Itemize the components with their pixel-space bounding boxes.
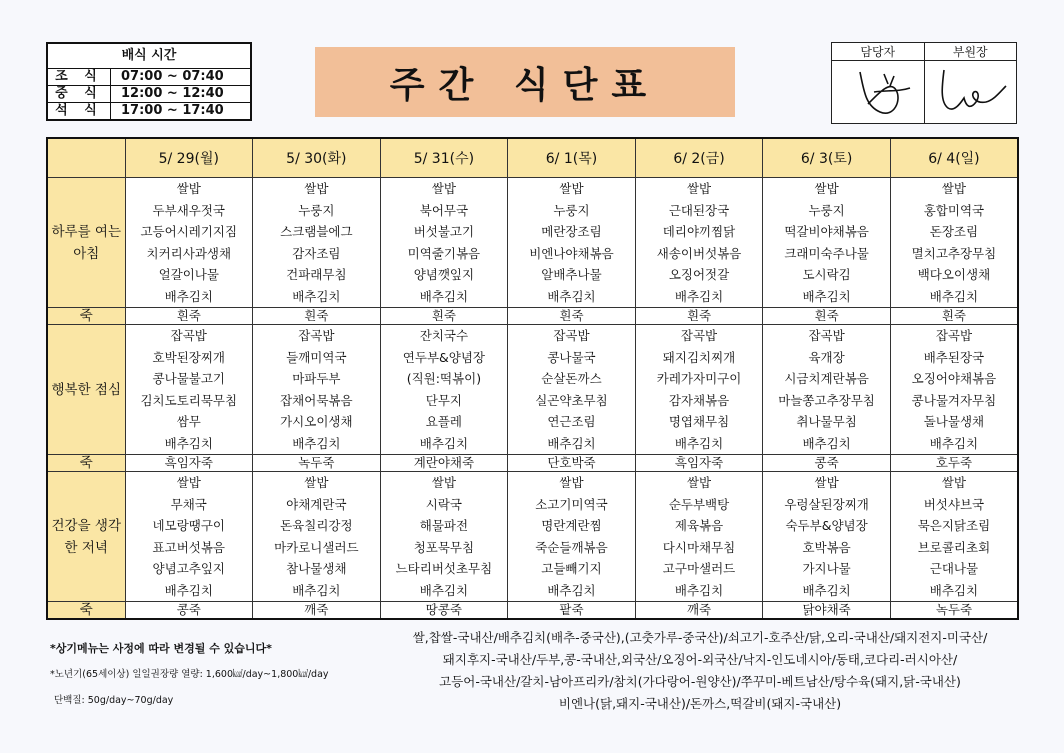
porridge-cell: 흰죽 — [125, 308, 253, 325]
origin-line: 돼지후지-국내산/두부,콩-국내산,외국산/오징어-외국산/낙지-인도네시아/동태,코다리-러시아산/ — [442, 652, 958, 667]
day-header: 6/ 4(일) — [890, 138, 1018, 178]
menu-item: 비엔나야채볶음 — [529, 245, 614, 261]
menu-item: 배추김치 — [419, 288, 469, 304]
menu-item: 배추김치 — [547, 582, 596, 598]
lunch-label: 중 식 — [47, 86, 111, 103]
menu-item: 호박볶음 — [802, 539, 851, 555]
menu-item: 쌀밥 — [176, 475, 201, 490]
menu-cell — [763, 178, 891, 308]
menu-cell — [763, 472, 891, 602]
menu-item: 우렁살된장찌개 — [784, 496, 869, 512]
menu-item: 잡곡밥 — [170, 328, 207, 343]
menu-cell — [125, 325, 253, 455]
menu-item: 무채국 — [170, 496, 207, 512]
menu-item: 쌈무 — [176, 414, 201, 429]
menu-item: 고들빼기지 — [541, 561, 602, 576]
menu-item: 누룽지 — [553, 202, 590, 218]
menu-item: 쌀밥 — [686, 475, 712, 490]
menu-cell — [890, 178, 1018, 308]
menu-item: 쌀밥 — [686, 181, 712, 196]
menu-item: 쌀밥 — [559, 181, 584, 196]
menu-item: 연근조림 — [547, 414, 596, 429]
breakfast-time: 07:00 ~ 07:40 — [111, 69, 252, 86]
menu-cell — [635, 325, 763, 455]
day-header: 5/ 29(월) — [125, 138, 253, 178]
menu-cell — [890, 325, 1018, 455]
menu-item: 떡갈비야채볶음 — [784, 224, 869, 239]
porridge-cell: 호두죽 — [890, 455, 1018, 472]
menu-cell — [253, 178, 381, 308]
menu-item: 누룽지 — [298, 202, 335, 218]
menu-item: 야채계란국 — [286, 496, 347, 512]
meal-label: 행복한 점심 — [47, 325, 125, 455]
menu-cell — [253, 325, 381, 455]
menu-item: 느타리버섯초무침 — [395, 561, 493, 576]
menu-item: 숙두부&양념장 — [785, 518, 868, 533]
menu-item: 감자조림 — [292, 245, 341, 261]
menu-item: 카레가자미구이 — [656, 371, 742, 386]
porridge-cell: 닭야채죽 — [763, 602, 891, 620]
menu-item: 소고기미역국 — [535, 496, 608, 512]
menu-item: 배추김치 — [292, 288, 341, 304]
menu-item: 메란장조림 — [541, 224, 602, 239]
manager-signature-icon — [838, 62, 918, 120]
menu-cell — [125, 472, 253, 602]
menu-item: 마카로니샐러드 — [274, 539, 359, 555]
menu-cell — [635, 472, 763, 602]
menu-item: 돼지김치찌개 — [662, 349, 736, 365]
menu-item: 배추김치 — [802, 582, 851, 598]
porridge-cell: 계란야채죽 — [380, 455, 508, 472]
menu-item: 오징어젓갈 — [668, 267, 730, 282]
menu-item: 김치도토리묵무침 — [140, 392, 238, 408]
menu-item: 배추김치 — [292, 435, 341, 451]
menu-item: 순두부백탕 — [668, 496, 730, 512]
approval-col-manager: 담당자 — [832, 43, 925, 61]
menu-item: 쌀밥 — [941, 475, 967, 490]
menu-item: 잡곡밥 — [298, 328, 335, 343]
menu-item: 요플레 — [425, 414, 463, 429]
menu-item: 배추김치 — [674, 288, 724, 304]
menu-item: 배추김치 — [674, 582, 724, 598]
menu-item: 쌀밥 — [941, 181, 967, 196]
meal-label: 하루를 여는 아침 — [47, 178, 125, 308]
weekly-menu-table — [46, 137, 1019, 620]
menu-item: 취나물무침 — [796, 414, 857, 429]
menu-item: 시금치계란볶음 — [784, 371, 869, 386]
protein-recommendation: 단백질: 50g/day~70g/day — [54, 695, 174, 706]
origin-info — [380, 627, 1020, 715]
menu-cell — [763, 325, 891, 455]
porridge-cell: 깨죽 — [253, 602, 381, 620]
menu-item: 크래미숙주나물 — [784, 245, 869, 261]
menu-item: 시락국 — [425, 496, 463, 512]
menu-item: 배추김치 — [419, 435, 469, 451]
menu-item: 잡채어묵볶음 — [280, 392, 353, 408]
meal-label: 건강을 생각한 저녁 — [47, 472, 125, 602]
menu-item: 배추김치 — [929, 582, 979, 598]
menu-item: 데리야끼찜닭 — [662, 224, 736, 239]
meal-row — [47, 472, 1018, 602]
menu-cell — [380, 178, 508, 308]
menu-item: 가시오이생채 — [280, 414, 353, 429]
menu-item: 연두부&양념장 — [402, 349, 485, 365]
menu-item: 단무지 — [425, 392, 463, 408]
menu-item: 고등어시레기지짐 — [140, 224, 238, 239]
menu-item: 잡곡밥 — [553, 328, 590, 343]
menu-cell — [508, 325, 636, 455]
menu-item: 잔치국수 — [419, 328, 469, 343]
menu-item: 배추김치 — [929, 435, 979, 451]
porridge-label: 죽 — [47, 308, 125, 325]
menu-item: 치커리사과생채 — [146, 245, 232, 261]
menu-item: 배추김치 — [164, 288, 213, 304]
menu-item: 돌나물생채 — [923, 414, 985, 429]
menu-item: 북어무국 — [419, 202, 469, 218]
menu-item: 명란계란찜 — [541, 518, 602, 533]
day-header-row — [47, 138, 1018, 178]
menu-item: 쌀밥 — [559, 475, 584, 490]
menu-item: 호박된장찌개 — [152, 349, 225, 365]
menu-item: 명엽채무침 — [668, 414, 730, 429]
menu-item: 쌀밥 — [176, 181, 201, 196]
menu-item: 가지나물 — [802, 561, 851, 576]
day-header: 5/ 31(수) — [380, 138, 508, 178]
menu-item: 스크램블에그 — [280, 224, 353, 239]
porridge-row — [47, 455, 1018, 472]
menu-item: 돈육칠리강정 — [280, 518, 353, 533]
menu-item: 쌀밥 — [304, 475, 329, 490]
origin-line: 고등어-국내산/갈치-남아프리카/참치(가다랑어-원양산)/쭈꾸미-베트남산/탕수육(돼지,닭-국내산) — [439, 674, 961, 689]
porridge-row — [47, 308, 1018, 325]
manager-signature — [832, 61, 925, 124]
menu-item: 배추김치 — [802, 435, 851, 451]
menu-item: 새송이버섯볶음 — [656, 245, 742, 261]
porridge-cell: 녹두죽 — [890, 602, 1018, 620]
change-notice: *상기메뉴는 사정에 따라 변경될 수 있습니다* — [50, 642, 272, 655]
meal-row — [47, 178, 1018, 308]
day-header: 6/ 3(토) — [763, 138, 891, 178]
menu-item: 쌀밥 — [431, 475, 456, 490]
menu-item: 콩나물겨자무침 — [911, 392, 997, 408]
meal-row — [47, 325, 1018, 455]
vice-director-signature — [924, 61, 1017, 124]
menu-item: 청포묵무침 — [413, 539, 475, 555]
menu-cell — [508, 472, 636, 602]
menu-item: 들깨미역국 — [286, 349, 347, 365]
menu-item: 네모랑땡구이 — [152, 518, 225, 533]
menu-cell — [253, 472, 381, 602]
menu-item: 얼갈이나물 — [158, 267, 219, 282]
porridge-cell: 흑임자죽 — [635, 455, 763, 472]
menu-item: 멸치고추장무침 — [911, 245, 997, 261]
menu-item: 양념깻잎지 — [413, 267, 475, 282]
menu-item: 콩나물불고기 — [152, 371, 225, 386]
porridge-cell: 깨죽 — [635, 602, 763, 620]
porridge-cell: 흰죽 — [380, 308, 508, 325]
calorie-recommendation: *노년기(65세이상) 일일권장량 열량: 1,600㎉/day~1,800㎉/day — [50, 669, 329, 680]
menu-item: 순살돈까스 — [541, 371, 602, 386]
menu-item: 배추김치 — [547, 288, 596, 304]
porridge-cell: 흰죽 — [890, 308, 1018, 325]
menu-item: 죽순들깨볶음 — [535, 539, 608, 555]
meal-time-table — [46, 42, 252, 121]
day-header: 5/ 30(화) — [253, 138, 381, 178]
menu-item: 쌀밥 — [814, 475, 839, 490]
menu-item: 육개장 — [808, 349, 845, 365]
menu-item: 누룽지 — [808, 202, 845, 218]
menu-item: 잡곡밥 — [935, 328, 973, 343]
porridge-cell: 흰죽 — [635, 308, 763, 325]
menu-item: 고구마샐러드 — [662, 561, 736, 576]
menu-item: 배추김치 — [929, 288, 979, 304]
menu-item: 감자채볶음 — [668, 392, 730, 408]
porridge-cell: 단호박죽 — [508, 455, 636, 472]
menu-cell — [125, 178, 253, 308]
menu-item: 해물파전 — [419, 518, 469, 533]
porridge-cell: 흰죽 — [763, 308, 891, 325]
menu-item: 배추된장국 — [923, 349, 985, 365]
origin-line: 쌀,찹쌀-국내산/배추김치(배추-중국산),(고춧가루-중국산)/쇠고기-호주산/닭,오리-국내산/돼지전지-미국산/ — [412, 630, 988, 645]
menu-item: 배추김치 — [164, 435, 213, 451]
dinner-label: 석 식 — [47, 103, 111, 121]
menu-item: 건파래무침 — [286, 267, 347, 282]
day-header: 6/ 2(금) — [635, 138, 763, 178]
menu-cell — [380, 472, 508, 602]
menu-item: 쌀밥 — [814, 181, 839, 196]
porridge-cell: 흰죽 — [508, 308, 636, 325]
breakfast-label: 조 식 — [47, 69, 111, 86]
menu-item: 돈장조림 — [929, 224, 979, 239]
page-title: 주간 식단표 — [315, 47, 735, 117]
menu-item: 마파두부 — [292, 371, 341, 386]
lunch-time: 12:00 ~ 12:40 — [111, 86, 252, 103]
menu-item: 근대된장국 — [668, 202, 730, 218]
menu-item: 쌀밥 — [431, 181, 456, 196]
menu-item: 오징어야채볶음 — [911, 371, 997, 386]
menu-item: 잡곡밥 — [680, 328, 718, 343]
menu-item: 버섯불고기 — [413, 224, 475, 239]
porridge-cell: 흰죽 — [253, 308, 381, 325]
day-header: 6/ 1(목) — [508, 138, 636, 178]
porridge-cell: 콩죽 — [125, 602, 253, 620]
origin-line: 비엔나(닭,돼지-국내산)/돈까스,떡갈비(돼지-국내산) — [558, 696, 842, 711]
menu-item: 근대나물 — [929, 561, 979, 576]
vice-director-signature-icon — [930, 62, 1010, 120]
menu-item: 배추김치 — [802, 288, 851, 304]
menu-item: 참나물생채 — [286, 561, 347, 576]
menu-item: 배추김치 — [292, 582, 341, 598]
porridge-cell: 녹두죽 — [253, 455, 381, 472]
menu-item: 제육볶음 — [674, 518, 724, 533]
menu-item: 미역줄기볶음 — [407, 245, 481, 261]
approval-col-vice-director: 부원장 — [924, 43, 1017, 61]
menu-item: 배추김치 — [674, 435, 724, 451]
menu-item: 홍합미역국 — [923, 202, 985, 218]
porridge-cell: 팥죽 — [508, 602, 636, 620]
menu-item: 다시마채무침 — [662, 539, 736, 555]
menu-item: 브로콜리초회 — [917, 539, 991, 555]
menu-item: 두부새우젓국 — [152, 202, 225, 218]
corner-cell — [47, 138, 125, 178]
menu-item: 마늘쫑고추장무침 — [778, 392, 875, 408]
menu-item: 양념고추잎지 — [152, 561, 225, 576]
menu-item: 배추김치 — [419, 582, 469, 598]
menu-item: (직원:떡볶이) — [406, 371, 482, 386]
approval-box — [831, 42, 1017, 124]
porridge-row — [47, 602, 1018, 620]
menu-item: 잡곡밥 — [808, 328, 845, 343]
menu-item: 배추김치 — [164, 582, 213, 598]
menu-item: 실곤약초무침 — [535, 392, 608, 408]
menu-cell — [635, 178, 763, 308]
porridge-label: 죽 — [47, 602, 125, 620]
menu-item: 표고버섯볶음 — [152, 539, 225, 555]
dinner-time: 17:00 ~ 17:40 — [111, 103, 252, 121]
menu-item: 콩나물국 — [547, 349, 596, 365]
menu-item: 알배추나물 — [541, 267, 602, 282]
menu-item: 묵은지닭조림 — [917, 518, 991, 533]
menu-item: 백다오이생채 — [917, 267, 991, 282]
menu-item: 버섯샤브국 — [923, 496, 985, 512]
menu-cell — [380, 325, 508, 455]
porridge-cell: 콩죽 — [763, 455, 891, 472]
porridge-cell: 흑임자죽 — [125, 455, 253, 472]
menu-cell — [890, 472, 1018, 602]
menu-cell — [508, 178, 636, 308]
menu-item: 배추김치 — [547, 435, 596, 451]
menu-item: 도시락김 — [802, 267, 851, 282]
menu-item: 쌀밥 — [304, 181, 329, 196]
porridge-label: 죽 — [47, 455, 125, 472]
meal-time-header: 배식 시간 — [47, 43, 251, 69]
notes — [50, 640, 380, 706]
porridge-cell: 땅콩죽 — [380, 602, 508, 620]
